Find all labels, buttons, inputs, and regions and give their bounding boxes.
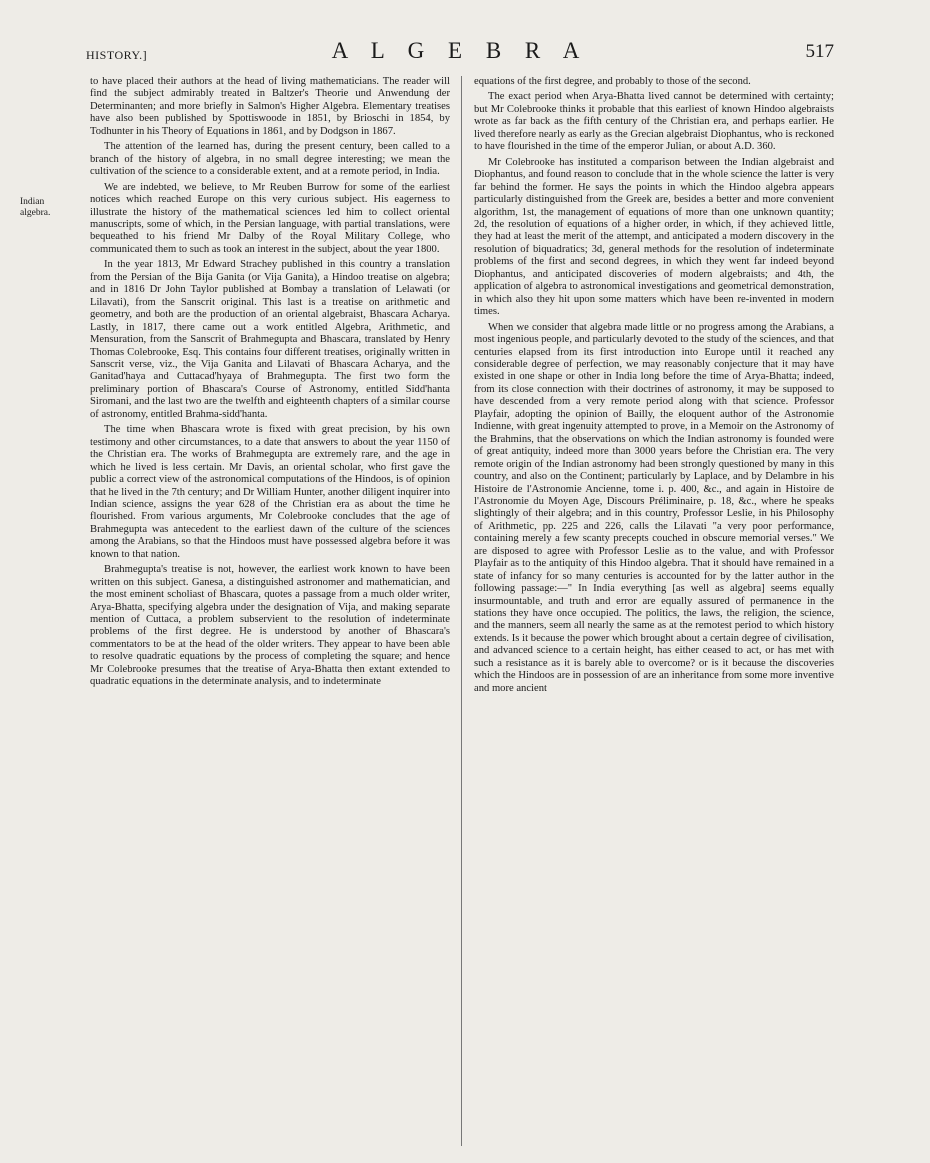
paragraph: to have placed their authors at the head of living mathematicians. The reader will find the subject admirably treated in Baltzer's Theorie und Anwendung der Determinanten; and more briefly in Salmon's Higher Algebra. Elementary treatises have also been published by Spottiswoode in 1851, by Brioschi in 1854, by Todhunter in his Theory of Equations in 1861, and by Dodgson in 1867. bbox=[90, 76, 450, 137]
column-rule bbox=[461, 76, 462, 1146]
margin-note bbox=[20, 197, 72, 219]
running-header bbox=[86, 38, 834, 68]
left-column bbox=[90, 76, 450, 1151]
paragraph: Brahmegupta's treatise is not, however, the earliest work known to have been written on this subject. Ganesa, a distinguished astronomer and mathematician, and the most eminent scholiast of Bhascara, quotes a passage from a much older writer, Arya-Bhatta, specifying algebra under the designation of Vija, and making separate mention of Cuttaca, a problem subservient to the resolution of indeterminate problems of the first degree. He is understood by another of Bhascara's commentators to be at the head of the older writers. They appear to have been able to resolve quadratic equations by the process of completing the square; and hence Mr Colebrooke presumes that the treatise of Arya-Bhatta then extant extended to quadratic equations in the determinate analysis, and to indeterminate bbox=[90, 564, 450, 688]
paragraph: When we consider that algebra made little or no progress among the Arabians, a most ingenious people, and particularly devoted to the study of the sciences, and that centuries elapsed from its first introduction into Europe until it reached any considerable degree of perfection, we may reasonably conjecture that it may have existed in one shape or other in India long before the time of Arya-Bhatta; indeed, from its close connection with their doctrines of astronomy, it may be supposed to have descended from a very remote period along with that science. Professor Playfair, adopting the opinion of Bailly, the eloquent author of the Astronomie Indienne, with great ingenuity attempted to prove, in a Memoir on the Astronomy of the Brahmins, that the observations on which the Indian astronomy is founded were of great antiquity, indeed more than 3000 years before the Christian era. The very remote origin of the Indian astronomy had been strongly questioned by many in this country, and also on the Continent; particularly by Laplace, and by Delambre in his Histoire de l'Astronomie Ancienne, tome i. p. 400, &c., and again in Histoire de l'Astronomie du Moyen Age, Discours Préliminaire, p. 18, &c., where he speaks slightingly of their algebra; and in this country, Professor Leslie, in his Philosophy of Arithmetic, pp. 225 and 226, calls the Lilavati "a very poor performance, containing merely a few scanty precepts couched in obscure memorial verses." We are disposed to agree with Professor Leslie as to the value, and with Professor Playfair as to the antiquity of this Hindoo algebra. That it should have remained in a state of infancy for so many centuries is accounted for by the latter author in the following passage:—" In India everything [as well as algebra] seems equally insurmountable, and truth and error are equally assured of permanence in the stations they have once occupied. The politics, the laws, the religion, the science, and the manners, seem all nearly the same as at the remotest period to which history extends. Is it because the power which brought about a certain degree of civilisation, and advanced science to a certain height, has either ceased to act, or has met with such a resistance as it is barely able to overcome? or is it because the discoveries which the Hindoos are in possession of are an inheritance from some more inventive and more ancient bbox=[474, 321, 834, 694]
section-label: HISTORY.] bbox=[86, 48, 148, 62]
paragraph: equations of the first degree, and probably to those of the second. bbox=[474, 76, 751, 87]
paragraph: The attention of the learned has, during the present century, been called to a branch of the history of algebra, in no small degree interesting; we mean the cultivation of the science to a considerable extent, and at a remote period, in India. bbox=[90, 141, 450, 178]
margin-note-line: Indian bbox=[20, 197, 45, 207]
right-column bbox=[474, 76, 834, 1151]
paragraph: In the year 1813, Mr Edward Strachey published in this country a translation from the Persian of the Bija Ganita (or Vija Ganita), a Hindoo treatise on algebra; and in 1816 Dr John Taylor published at Bombay a translation of Lelawati (or Lilavati), from the Sanscrit original. This last is a treatise on arithmetic and geometry, and both are the production of an oriental algebraist, Bhascara Acharya. Lastly, in 1817, there came out a work entitled Algebra, Arithmetic, and Mensuration, from the Sanscrit of Brahmegupta and Bhascara, translated by Henry Thomas Colebrooke, Esq. This contains four different treatises, originally written in Sanscrit verse, viz., the Vija Ganita and Lilavati of Bhascara Acharya, and the Ganitad'haya and Cuttacad'hyaya of Brahmegupta. The first two form the preliminary portion of Bhascara's Course of Astronomy, entitled Sidd'hanta Siromani, and the last two are the twelfth and eighteenth chapters of a similar course of astronomy, entitled Brahma-sidd'hanta. bbox=[90, 259, 450, 420]
page-number: 517 bbox=[805, 41, 834, 62]
paragraph: We are indebted, we believe, to Mr Reuben Burrow for some of the earliest notices which reached Europe on this very curious subject. His eagerness to illustrate the history of the mathematical sciences led him to collect oriental manuscripts, some of which, in the Persian language, with partial translations, were bequeathed to his friend Mr Dalby of the Royal Military College, who communicated them to such as took an interest in the subject, about the year 1800. bbox=[90, 181, 450, 255]
paragraph: The exact period when Arya-Bhatta lived cannot be determined with certainty; but Mr Colebrooke thinks it probable that this earliest of known Hindoo algebraists wrote as far back as the fifth century of the Christian era, and perhaps earlier. He lived therefore nearly as early as the Grecian algebraist Diophantus, who is reckoned to have flourished in the time of the emperor Julian, or about A.D. 360. bbox=[474, 91, 834, 153]
page-title: A L G E B R A bbox=[331, 38, 589, 63]
paragraph: The time when Bhascara wrote is fixed with great precision, by his own testimony and other circumstances, to a date that answers to about the year 1150 of the Christian era. The works of Brahmegupta are extremely rare, and the age in which he lived is less certain. Mr Davis, an oriental scholar, who first gave the public a correct view of the astronomical computations of the Hindoos, is of opinion that he lived in the 7th century; and Dr William Hunter, another diligent inquirer into Indian science, assigns the year 628 of the Christian era as about the time he flourished. From various arguments, Mr Colebrooke concludes that the age of Brahmegupta was antecedent to the earliest dawn of the culture of the sciences among the Arabians, so that the Hindoos must have possessed algebra before it was known to that nation. bbox=[90, 424, 450, 560]
margin-note-line: algebra. bbox=[20, 208, 51, 218]
paragraph: Mr Colebrooke has instituted a comparison between the Indian algebraist and Diophantus, and found reason to conclude that in the whole science the latter is very far behind the former. He says the points in which the Hindoo algebra appears particularly distinguished from the Greek are, besides a better and more convenient algorithm, 1st, the management of equations of more than one unknown quantity; 2d, the resolution of equations of a higher order, in which, if they achieved little, they had at least the merit of the attempt, and anticipated a modern discovery in the resolution of biquadratics; 3d, general methods for the resolution of indeterminate problems of the first and second degrees, in which they went far indeed beyond Diophantus, and anticipated discoveries of modern algebraists; and 4th, the application of algebra to astronomical investigations and geometrical demonstration, in which also they hit upon some matters which have been re-invented in modern times. bbox=[474, 156, 834, 318]
